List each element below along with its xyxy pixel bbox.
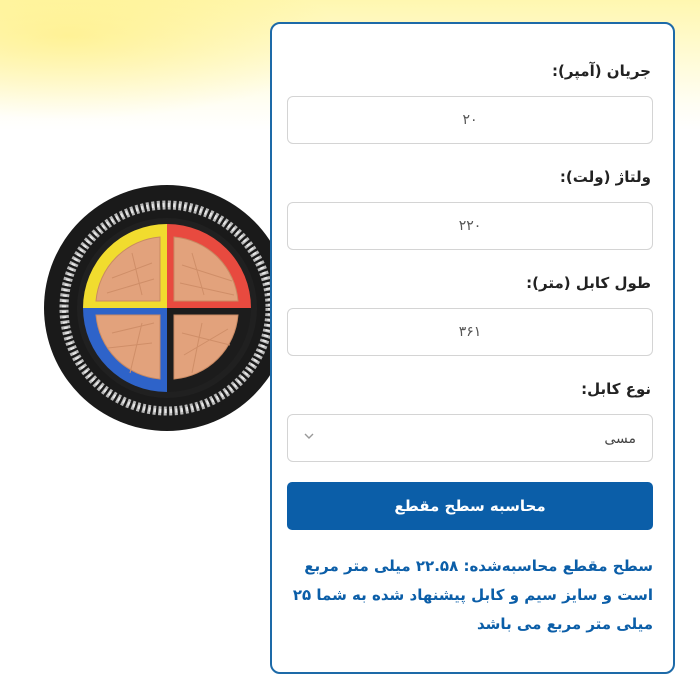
length-input[interactable] <box>287 308 653 356</box>
spacer <box>290 144 653 166</box>
cable-type-select[interactable] <box>287 414 653 462</box>
calculate-button[interactable]: محاسبه سطح مقطع <box>287 482 653 530</box>
result-text: سطح مقطع محاسبه‌شده: ۲۲.۵۸ میلی متر مربع است و سایز سیم و کابل پیشنهاد شده به شما ۲۵ میلی متر مربع می باشد <box>292 557 653 633</box>
current-input[interactable] <box>287 96 653 144</box>
cable-cores <box>83 224 251 392</box>
chevron-down-icon[interactable] <box>303 430 315 442</box>
cable-type-selected-value[interactable]: مسی <box>287 414 653 462</box>
voltage-label: ولتاژ (ولت): <box>559 168 651 186</box>
voltage-input[interactable] <box>287 202 653 250</box>
cable-type-label: نوع کابل: <box>581 380 651 398</box>
spacer <box>290 250 653 272</box>
cable-cross-section-image <box>42 183 292 433</box>
cable-calculator-card <box>270 22 675 674</box>
current-label: جریان (آمپر): <box>551 62 651 80</box>
length-label: طول کابل (متر): <box>526 274 651 292</box>
spacer <box>290 356 653 378</box>
